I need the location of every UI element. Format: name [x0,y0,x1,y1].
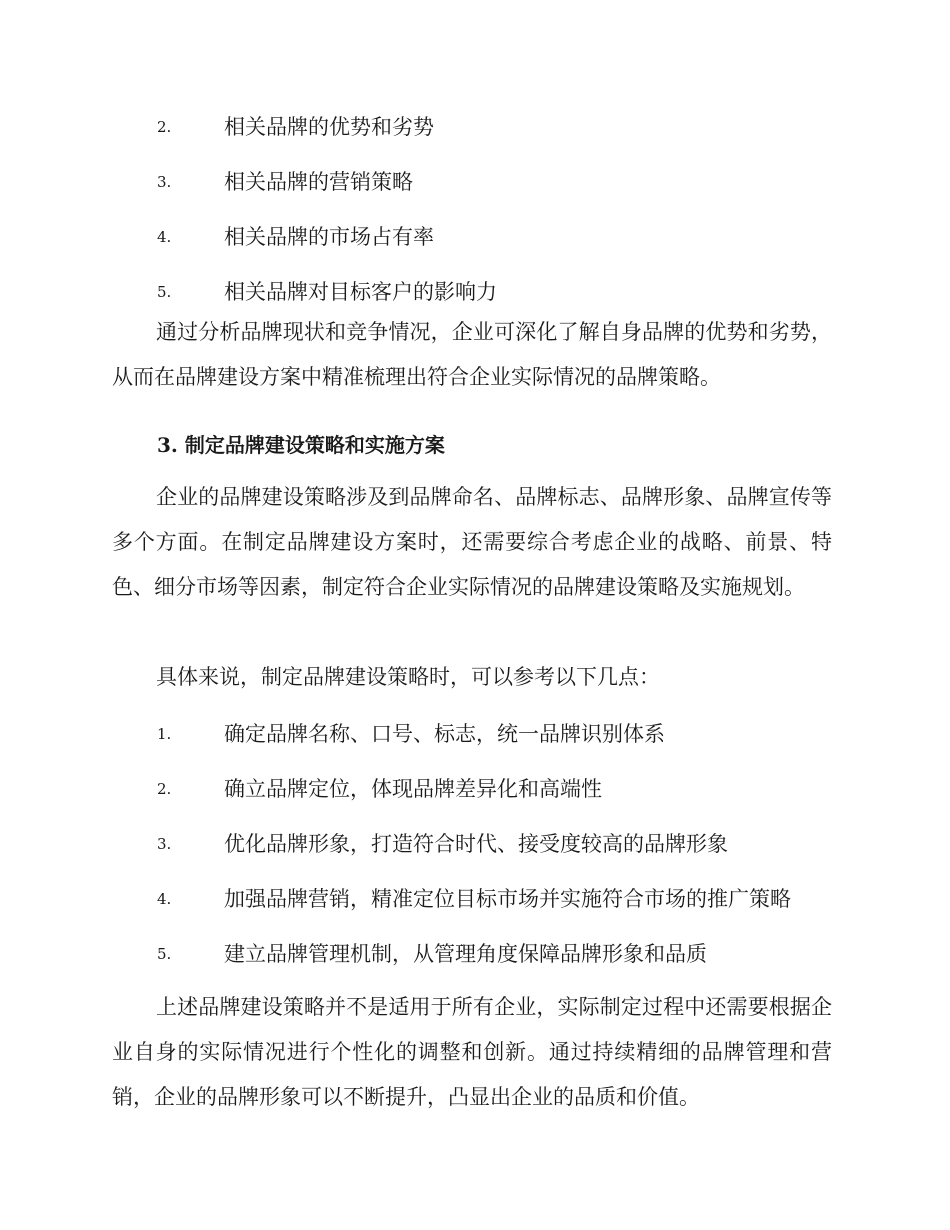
paragraph: 具体来说，制定品牌建设策略时，可以参考以下几点： [156,665,660,689]
list-text: 相关品牌的市场占有率 [224,225,434,249]
paragraph: 通过分析品牌现状和竞争情况，企业可深化了解自身品牌的优势和劣势，从而在品牌建设方案中精准梳理出符合企业实际情况的品牌策略。 [112,320,832,389]
list-text: 优化品牌形象，打造符合时代、接受度较高的品牌形象 [224,832,728,856]
paragraph: 企业的品牌建设策略涉及到品牌命名、品牌标志、品牌形象、品牌宣传等多个方面。在制定品牌建设方案时，还需要综合考虑企业的战略、前景、特色、细分市场等因素，制定符合企业实际情况的品牌建设策略及实施规划。 [112,485,832,599]
list-text: 相关品牌对目标客户的影响力 [224,280,497,304]
list-number: 1. [157,725,172,743]
list-text: 相关品牌的营销策略 [224,170,413,194]
list-number: 2. [157,118,172,136]
list-number: 3. [157,835,172,853]
list-number: 5. [157,945,172,963]
list-number: 4. [157,890,172,908]
list-text: 确立品牌定位，体现品牌差异化和高端性 [224,777,602,801]
list-text: 加强品牌营销，精准定位目标市场并实施符合市场的推广策略 [224,887,791,911]
list-number: 4. [157,228,172,246]
paragraph: 上述品牌建设策略并不是适用于所有企业，实际制定过程中还需要根据企业自身的实际情况进行个性化的调整和创新。通过持续精细的品牌管理和营销，企业的品牌形象可以不断提升，凸显出企业的品质和价值。 [112,995,832,1109]
list-text: 建立品牌管理机制，从管理角度保障品牌形象和品质 [224,942,707,966]
list-number: 2. [157,780,172,798]
section-heading: 3. 制定品牌建设策略和实施方案 [157,433,445,457]
list-number: 3. [157,173,172,191]
list-number: 5. [157,283,172,301]
list-text: 确定品牌名称、口号、标志，统一品牌识别体系 [224,722,665,746]
list-text: 相关品牌的优势和劣势 [224,115,434,139]
